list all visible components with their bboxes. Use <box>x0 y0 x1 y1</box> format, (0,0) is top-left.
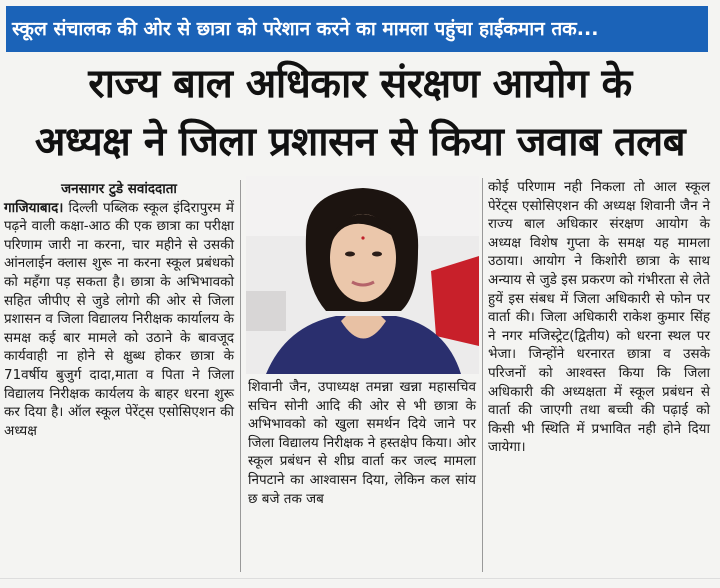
portrait-illustration <box>246 176 479 374</box>
headline-line-2: अध्यक्ष ने जिला प्रशासन से किया जवाब तलब <box>34 119 686 165</box>
column-divider-1 <box>240 180 241 572</box>
article-column-2 <box>248 378 476 508</box>
top-banner <box>6 6 708 52</box>
banner-text: स्कूल संचालक की ओर से छात्रा को परेशान करने का मामला पहुंचा हाईकमान तक... <box>12 18 599 40</box>
portrait-photo <box>246 176 479 374</box>
headline-line-1: राज्य बाल अधिकार संरक्षण आयोग के <box>88 61 632 107</box>
dateline: गाजियाबाद। <box>4 199 64 216</box>
column-divider-2 <box>482 178 483 572</box>
column-3-text: कोई परिणाम नही निकला तो आल स्कूल पेरेंट्स एसोसिएशन की अध्यक्ष शिवानी जैन ने राज्य बाल अधिकार संरक्षण आयोग के अध्यक्ष विशेष गुप्ता के समक्ष यह मामला उठाया। आयोग ने किशोरी छात्रा के साथ अन्याय से जुडे इस प्रकरण को गंभीरता से लेते हुयें इस संबध में जिला अधिकारी से फोन पर वार्ता की। जिला अधिकारी राकेश कुमार सिंह ने नगर मजिस्ट्रेट(द्वितीय) को धरना स्थल पर भेजा। जिन्होंने धरनारत छात्रा व उसके परिजनों को आश्वस्त किया कि जिला अधिकारी की अध्यक्षता में स्कूल प्रबंधन से वार्ता की जाएगी तथा बच्ची की पढ़ाई को किसी भी स्थिति में प्रभावित नही होने दिया जायेगा। <box>488 179 710 456</box>
article-column-1 <box>4 180 234 440</box>
column-2-text: शिवानी जैन, उपाध्यक्ष तमन्ना खन्ना महासचिव सचिन सोनी आदि की ओर से भी छात्रा के अभिभावको को खुला समर्थन दिये जाने पर जिला विद्यालय निरीक्षक ने हस्तक्षेप किया। ओर स्कूल प्रबंधन से शीघ्र वार्ता कर जल्द मामला निपटाने का आश्वासन दिया, लेकिन कल सांय छ बजे तक जब <box>248 379 476 507</box>
article-column-3 <box>488 178 710 457</box>
byline: जनसागर टुडे सवांददाता <box>61 181 177 197</box>
column-1-text: दिल्ली पब्लिक स्कूल इंदिरापुरम में पढ़ने वाली कक्षा-आठ की एक छात्रा का परीक्षा परिणाम जारी ना करना, चार महीने से उसकी आंनलाईन क्लास शुरू ना करना स्कूल प्रबंधको को महँगा पड़ सकता है। छात्रा के अभिभावको सहित जीपीए से जुडे लोगो की ओर से जिला प्रशासन व जिला विद्यालय निरीक्षक कार्यालय के समक्ष कई बार मामले को उठाने के बावजूद कार्यवाही ना होने से क्षुब्ध होकर छात्रा के 71वर्षीय बुजुर्ग दादा,माता व पिता ने जिला विद्यालय निरीक्षक कार्यलय के बाहर धरना शुरू कर दिया है। ऑल स्कूल पेरेंट्स एसोसिएशन की अध्यक्ष <box>4 199 234 439</box>
